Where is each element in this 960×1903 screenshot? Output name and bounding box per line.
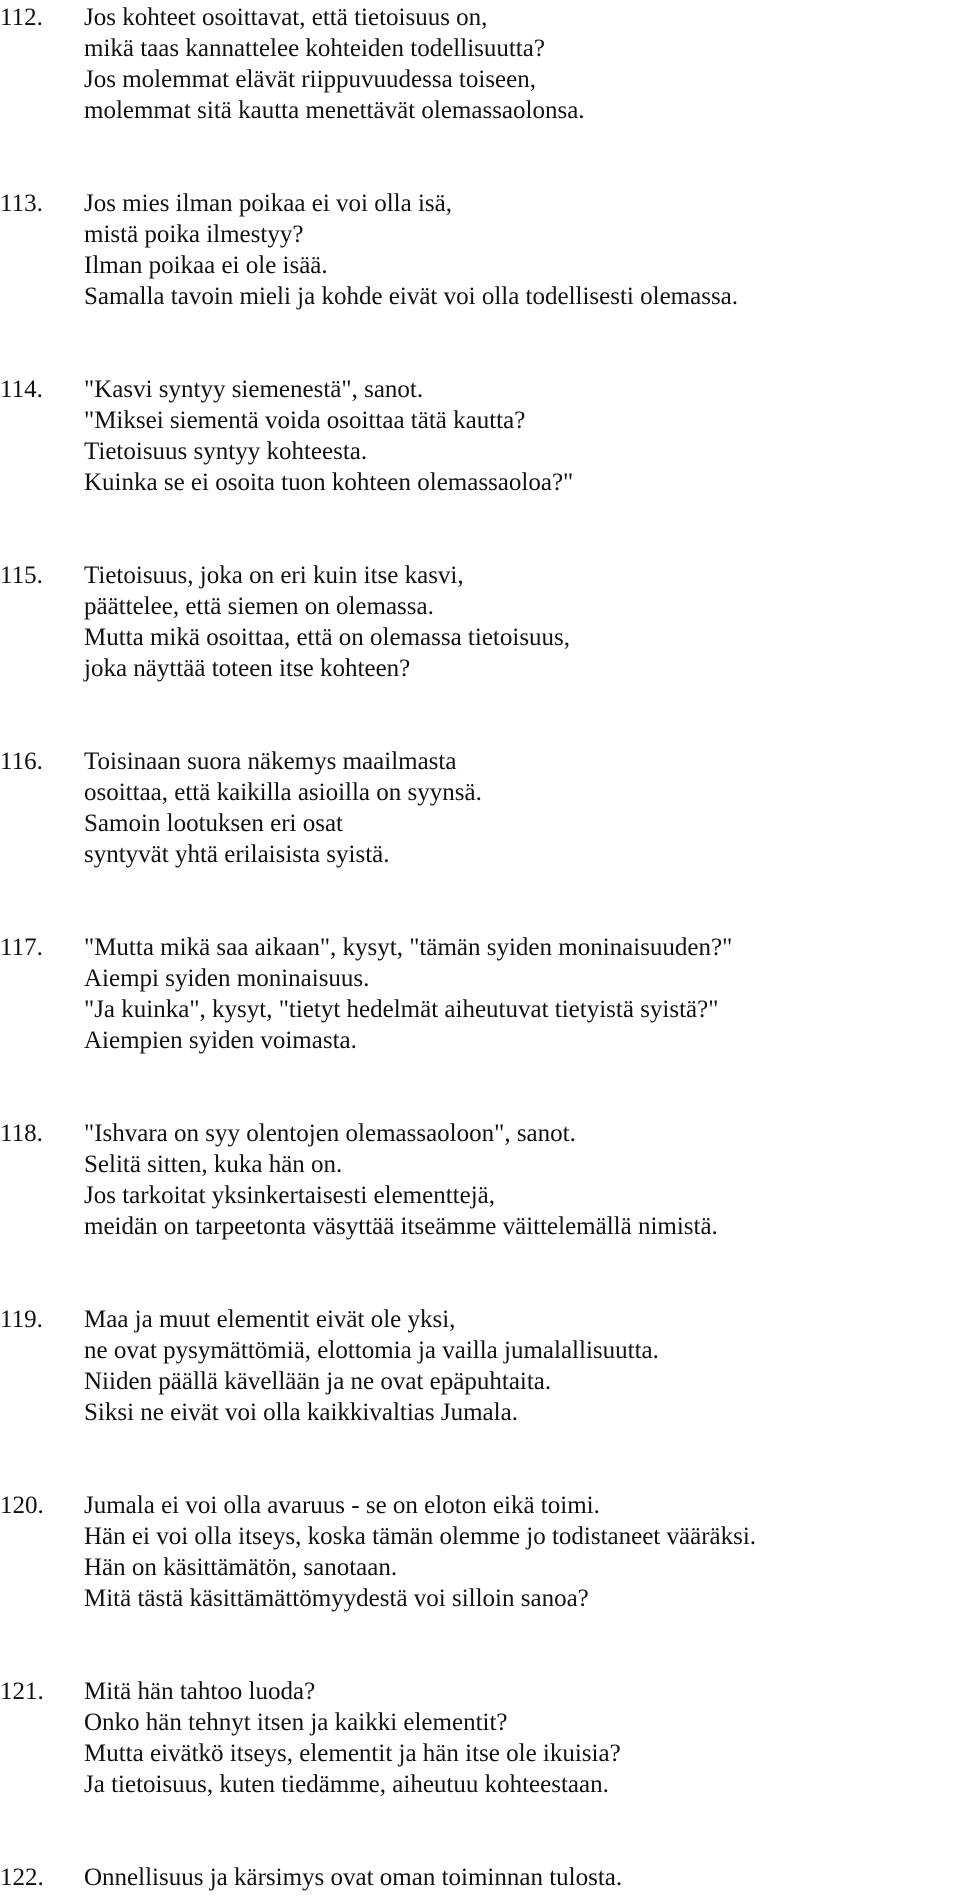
verse-line: Mutta eivätkö itseys, elementit ja hän itse ole ikuisia? <box>84 1740 621 1767</box>
verse-line: Jos kohteet osoittavat, että tietoisuus on, <box>84 4 488 31</box>
verse-text <box>84 1304 960 1428</box>
verse-text <box>84 1862 960 1893</box>
verse-line: meidän on tarpeetonta väsyttää itseämme väittelemällä nimistä. <box>84 1213 718 1240</box>
verse-number: 120. <box>0 1492 44 1519</box>
verse-text <box>84 2 960 126</box>
verse-line: Toisinaan suora näkemys maailmasta <box>84 748 457 775</box>
verse-line: Jumala ei voi olla avaruus - se on eloton eikä toimi. <box>84 1492 600 1519</box>
verse-line: "Kasvi syntyy siemenestä", sanot. <box>84 376 424 403</box>
verse-line: Jos tarkoitat yksinkertaisesti elementtejä, <box>84 1182 495 1209</box>
verse-line: Aiempien syiden voimasta. <box>84 1027 357 1054</box>
verse-line: joka näyttää toteen itse kohteen? <box>84 655 411 682</box>
verse-text <box>84 932 960 1056</box>
verse-line: Kuinka se ei osoita tuon kohteen olemassaoloa?" <box>84 469 574 496</box>
verse-line: ne ovat pysymättömiä, elottomia ja vailla jumalallisuutta. <box>84 1337 659 1364</box>
verse-line: Selitä sitten, kuka hän on. <box>84 1151 343 1178</box>
verse-line: mistä poika ilmestyy? <box>84 221 304 248</box>
verse-line: Jos molemmat elävät riippuvuudessa toiseen, <box>84 66 536 93</box>
verse-number: 122. <box>0 1864 44 1891</box>
verse-line: "Ishvara on syy olentojen olemassaoloon", sanot. <box>84 1120 576 1147</box>
verse-line: mikä taas kannattelee kohteiden todellisuutta? <box>84 35 545 62</box>
verse-text <box>84 746 960 870</box>
verse-line: Onnellisuus ja kärsimys ovat oman toiminnan tulosta. <box>84 1864 623 1891</box>
verse-number: 119. <box>0 1306 43 1333</box>
verse-number: 114. <box>0 376 43 403</box>
verse-line: Hän on käsittämätön, sanotaan. <box>84 1554 398 1581</box>
verse-line: Ja tietoisuus, kuten tiedämme, aiheutuu kohteestaan. <box>84 1771 609 1798</box>
verse-text <box>84 1676 960 1800</box>
verse-number: 113. <box>0 190 43 217</box>
verse-line: Tietoisuus syntyy kohteesta. <box>84 438 368 465</box>
verse-line: "Ja kuinka", kysyt, "tietyt hedelmät aiheutuvat tietyistä syistä?" <box>84 996 719 1023</box>
verse-text <box>84 1490 960 1614</box>
verse-text <box>84 374 960 498</box>
verse-number: 115. <box>0 562 43 589</box>
verse-line: Mitä hän tahtoo luoda? <box>84 1678 316 1705</box>
verse-line: molemmat sitä kautta menettävät olemassaolonsa. <box>84 97 585 124</box>
verse-line: Hän ei voi olla itseys, koska tämän olemme jo todistaneet vääräksi. <box>84 1523 757 1550</box>
verse-number: 121. <box>0 1678 44 1705</box>
verse-line: osoittaa, että kaikilla asioilla on syynsä. <box>84 779 482 806</box>
verse-line: "Miksei siementä voida osoittaa tätä kautta? <box>84 407 526 434</box>
verse-number: 118. <box>0 1120 43 1147</box>
verse-line: syntyvät yhtä erilaisista syistä. <box>84 841 390 868</box>
verse-line: Onko hän tehnyt itsen ja kaikki elementit? <box>84 1709 508 1736</box>
verse-line: Siksi ne eivät voi olla kaikkivaltias Jumala. <box>84 1399 518 1426</box>
verse-number: 116. <box>0 748 43 775</box>
verse-line: Aiempi syiden moninaisuus. <box>84 965 370 992</box>
verse-line: päättelee, että siemen on olemassa. <box>84 593 434 620</box>
verse-line: Tietoisuus, joka on eri kuin itse kasvi, <box>84 562 464 589</box>
verse-text <box>84 188 960 312</box>
verse-number: 112. <box>0 4 43 31</box>
verse-number: 117. <box>0 934 43 961</box>
verse-line: Maa ja muut elementit eivät ole yksi, <box>84 1306 456 1333</box>
verse-line: Mitä tästä käsittämättömyydestä voi silloin sanoa? <box>84 1585 589 1612</box>
verse-text <box>84 560 960 684</box>
verse-line: Ilman poikaa ei ole isää. <box>84 252 328 279</box>
verse-line: Niiden päällä kävellään ja ne ovat epäpuhtaita. <box>84 1368 552 1395</box>
verse-line: Jos mies ilman poikaa ei voi olla isä, <box>84 190 452 217</box>
verse-line: Samoin lootuksen eri osat <box>84 810 343 837</box>
verse-line: "Mutta mikä saa aikaan", kysyt, "tämän syiden moninaisuuden?" <box>84 934 733 961</box>
verse-text <box>84 1118 960 1242</box>
verse-line: Mutta mikä osoittaa, että on olemassa tietoisuus, <box>84 624 571 651</box>
verse-line: Samalla tavoin mieli ja kohde eivät voi olla todellisesti olemassa. <box>84 283 739 310</box>
